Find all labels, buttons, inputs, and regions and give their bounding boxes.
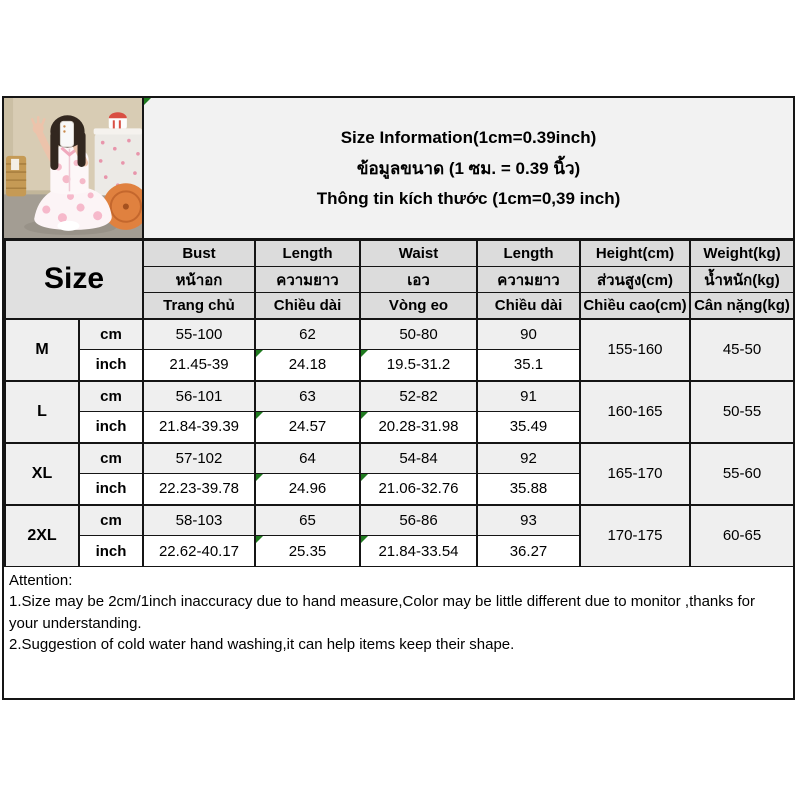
weight-cell: 50-55 (690, 381, 794, 443)
data-cell: 52-82 (360, 381, 477, 412)
height-cell: 170-175 (580, 505, 690, 567)
col-header-length-en: Length (255, 241, 360, 267)
height-cell: 165-170 (580, 443, 690, 505)
col-header-weight-th: น้ำหนัก(kg) (690, 267, 794, 293)
data-cell: 91 (477, 381, 580, 412)
unit-cell-cm: cm (79, 443, 143, 474)
product-photo (4, 98, 144, 238)
unit-cell-inch: inch (79, 412, 143, 443)
unit-cell-inch: inch (79, 536, 143, 567)
col-header-height-en: Height(cm) (580, 241, 690, 267)
col-header-bust-en: Bust (143, 241, 255, 267)
excel-error-marker-icon (256, 536, 263, 543)
data-cell: 21.84-39.39 (143, 412, 255, 443)
data-cell: 57-102 (143, 443, 255, 474)
data-cell: 22.62-40.17 (143, 536, 255, 567)
data-cell: 63 (255, 381, 360, 412)
cell-value: 24.96 (288, 480, 327, 498)
col-header-bust-vi: Trang chủ (143, 293, 255, 319)
excel-error-marker-icon (256, 474, 263, 481)
cell-value: 25.35 (288, 542, 327, 560)
col-header-length2-en: Length (477, 241, 580, 267)
cell-value: 21.06-32.76 (378, 480, 459, 498)
data-cell: 56-101 (143, 381, 255, 412)
col-header-bust-th: หน้าอก (143, 267, 255, 293)
data-cell (360, 412, 477, 443)
cell-value: 21.84-33.54 (378, 542, 459, 560)
col-header-length-th: ความยาว (255, 267, 360, 293)
cell-value: 24.57 (288, 418, 327, 436)
top-strip (4, 98, 793, 240)
size-chart-sheet (2, 96, 795, 700)
attention-line-2: 2.Suggestion of cold water hand washing,it can help items keep their shape. (9, 635, 515, 653)
size-info-title-en: Size Information(1cm=0.39inch) (340, 127, 597, 147)
col-header-length2-th: ความยาว (477, 267, 580, 293)
data-cell: 21.45-39 (143, 350, 255, 381)
data-cell (255, 536, 360, 567)
size-table (4, 240, 795, 567)
weight-cell: 55-60 (690, 443, 794, 505)
col-header-weight-vi: Cân nặng(kg) (690, 293, 794, 319)
data-cell: 65 (255, 505, 360, 536)
unit-cell-cm: cm (79, 319, 143, 350)
excel-error-marker-icon (256, 350, 263, 357)
height-cell: 160-165 (580, 381, 690, 443)
unit-cell-cm: cm (79, 505, 143, 536)
size-label-cell: M (5, 319, 79, 381)
table-row-m-cm (5, 319, 794, 350)
data-cell: 92 (477, 443, 580, 474)
data-cell: 36.27 (477, 536, 580, 567)
cell-value: 24.18 (288, 356, 327, 374)
attention-line-1: 1.Size may be 2cm/1inch inaccuracy due to hand measure,Color may be little different due to monitor ,thanks for your understanding. (9, 593, 755, 632)
table-row-xl-cm (5, 443, 794, 474)
col-header-height-vi: Chiều cao(cm) (580, 293, 690, 319)
data-cell: 62 (255, 319, 360, 350)
cell-value: 20.28-31.98 (378, 418, 459, 436)
excel-error-marker-icon (361, 350, 368, 357)
col-header-waist-vi: Vòng eo (360, 293, 477, 319)
header-row-en (5, 241, 794, 267)
data-cell (255, 412, 360, 443)
size-info-title-th: ข้อมูลขนาด (1 ซม. = 0.39 นิ้ว) (356, 158, 581, 178)
size-info-title-block (144, 98, 793, 238)
table-row-l-cm (5, 381, 794, 412)
data-cell: 35.88 (477, 474, 580, 505)
size-label-cell: XL (5, 443, 79, 505)
height-cell: 155-160 (580, 319, 690, 381)
excel-error-marker-icon (144, 98, 151, 105)
data-cell: 35.49 (477, 412, 580, 443)
attention-heading: Attention: (9, 572, 73, 589)
size-label-cell: 2XL (5, 505, 79, 567)
pajama-model-illustration (4, 98, 142, 238)
data-cell: 56-86 (360, 505, 477, 536)
col-header-waist-th: เอว (360, 267, 477, 293)
weight-cell: 60-65 (690, 505, 794, 567)
unit-cell-cm: cm (79, 381, 143, 412)
weight-cell: 45-50 (690, 319, 794, 381)
size-corner-cell: Size (5, 241, 143, 319)
data-cell: 90 (477, 319, 580, 350)
unit-cell-inch: inch (79, 350, 143, 381)
data-cell (255, 350, 360, 381)
excel-error-marker-icon (361, 474, 368, 481)
data-cell (360, 474, 477, 505)
excel-error-marker-icon (361, 412, 368, 419)
attention-notes (4, 567, 793, 698)
table-row-2xl-cm (5, 505, 794, 536)
data-cell: 54-84 (360, 443, 477, 474)
unit-cell-inch: inch (79, 474, 143, 505)
excel-error-marker-icon (256, 412, 263, 419)
col-header-weight-en: Weight(kg) (690, 241, 794, 267)
data-cell: 64 (255, 443, 360, 474)
data-cell: 55-100 (143, 319, 255, 350)
data-cell: 50-80 (360, 319, 477, 350)
cell-value: 19.5-31.2 (386, 356, 451, 374)
size-label-cell: L (5, 381, 79, 443)
col-header-waist-en: Waist (360, 241, 477, 267)
data-cell: 93 (477, 505, 580, 536)
col-header-length2-vi: Chiều dài (477, 293, 580, 319)
size-info-title-vi: Thông tin kích thước (1cm=0,39 inch) (316, 188, 621, 208)
data-cell: 22.23-39.78 (143, 474, 255, 505)
col-header-length-vi: Chiều dài (255, 293, 360, 319)
data-cell (360, 536, 477, 567)
excel-error-marker-icon (361, 536, 368, 543)
data-cell (255, 474, 360, 505)
data-cell (360, 350, 477, 381)
data-cell: 35.1 (477, 350, 580, 381)
col-header-height-th: ส่วนสูง(cm) (580, 267, 690, 293)
data-cell: 58-103 (143, 505, 255, 536)
